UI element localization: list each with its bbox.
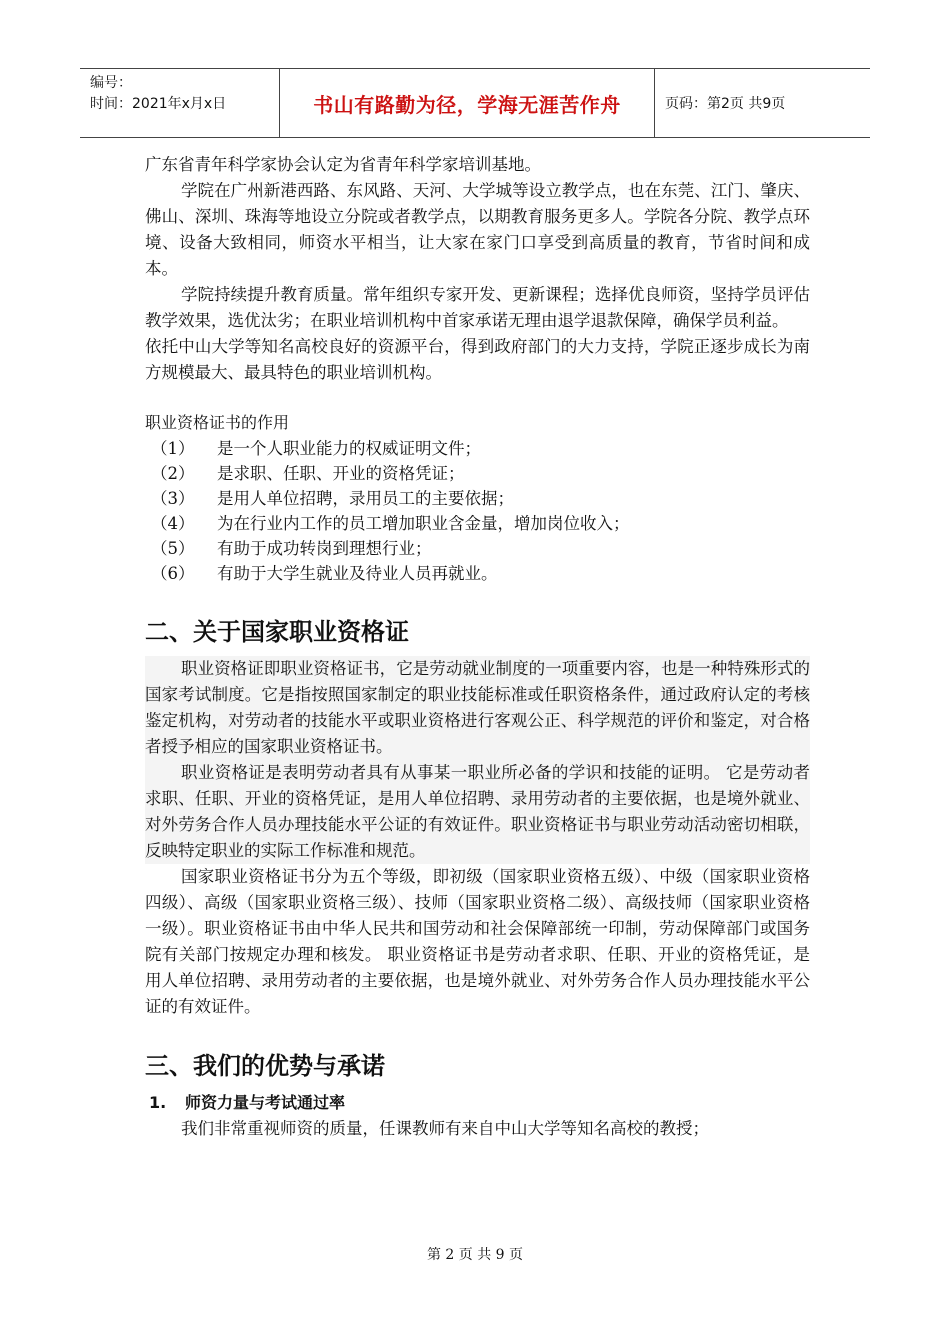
document-body <box>145 152 810 1142</box>
list-text: 是用人单位招聘，录用员工的主要依据； <box>217 489 514 508</box>
subsection-number: 1. <box>149 1093 167 1112</box>
list-item <box>145 486 810 511</box>
section-heading: 三、我们的优势与承诺 <box>145 1052 385 1080</box>
paragraph: 依托中山大学等知名高校良好的资源平台，得到政府部门的大力支持，学院正逐步成长为南方规模最大、最具特色的职业培训机构。 <box>145 337 810 382</box>
list-number: （4） <box>151 514 195 533</box>
subsection-title: 师资力量与考试通过率 <box>185 1093 346 1112</box>
paragraph: 广东省青年科学家协会认定为省青年科学家培训基地。 <box>145 155 541 174</box>
role-list <box>145 436 810 586</box>
header-meta <box>80 69 280 137</box>
paragraph: 学院持续提升教育质量。常年组织专家开发、更新课程；选择优良师资，坚持学员评估教学效果，选优汰劣；在职业培训机构中首家承诺无理由退学退款保障，确保学员利益。 <box>145 285 810 330</box>
list-number: （2） <box>151 464 195 483</box>
page-footer: 第 2 页 共 9 页 <box>426 1247 524 1263</box>
list-item <box>145 536 810 561</box>
role-heading: 职业资格证书的作用 <box>145 413 290 432</box>
list-item <box>145 461 810 486</box>
list-item <box>145 561 810 586</box>
header-number: 编号： <box>90 75 132 91</box>
shaded-block <box>145 656 810 864</box>
subsection-heading <box>145 1090 810 1116</box>
list-text: 有助于成功转岗到理想行业； <box>217 539 432 558</box>
list-number: （6） <box>151 564 195 583</box>
list-text: 是求职、任职、开业的资格凭证； <box>217 464 465 483</box>
paragraph: 职业资格证即职业资格证书，它是劳动就业制度的一项重要内容，也是一种特殊形式的国家考试制度。它是指按照国家制定的职业技能标准或任职资格条件，通过政府认定的考核鉴定机构，对劳动者的技能水平或职业资格进行客观公正、科学规范的评价和鉴定，对合格者授予相应的国家职业资格证书。 <box>145 659 810 756</box>
paragraph: 国家职业资格证书分为五个等级，即初级（国家职业资格五级）、中级（国家职业资格四级）、高级（国家职业资格三级）、技师（国家职业资格二级）、高级技师（国家职业资格一级）。职业资格证书由中华人民共和国劳动和社会保障部统一印制，劳动保障部门或国务院有关部门按规定办理和核发。 职业资格证书是劳动者求职、任职、开业的资格凭证，是用人单位招聘、录用劳动者的主要依据，也是境外就业、对外劳务合作人员办理技能水平公证的有效证件。 <box>145 867 810 1016</box>
list-number: （1） <box>151 439 195 458</box>
header-motto: 书山有路勤为径，学海无涯苦作舟 <box>280 69 655 137</box>
list-number: （5） <box>151 539 195 558</box>
header-page-number: 页码：第2页 共9页 <box>665 96 786 112</box>
paragraph: 学院在广州新港西路、东风路、天河、大学城等设立教学点，也在东莞、江门、肇庆、佛山、深圳、珠海等地设立分院或者教学点，以期教育服务更多人。学院各分院、教学点环境、设备大致相同，师资水平相当，让大家在家门口享受到高质量的教育，节省时间和成本。 <box>145 181 810 278</box>
list-text: 是一个人职业能力的权威证明文件； <box>217 439 481 458</box>
header-time: 时间：2021年x月x日 <box>90 96 227 112</box>
page-header <box>80 68 870 138</box>
paragraph: 职业资格证是表明劳动者具有从事某一职业所必备的学识和技能的证明。 它是劳动者求职、任职、开业的资格凭证，是用人单位招聘、录用劳动者的主要依据，也是境外就业、对外劳务合作人员办理技能水平公证的有效证件。职业资格证书与职业劳动活动密切相联，反映特定职业的实际工作标准和规范。 <box>145 763 810 860</box>
list-item <box>145 436 810 461</box>
list-text: 有助于大学生就业及待业人员再就业。 <box>217 564 498 583</box>
section-heading: 二、关于国家职业资格证 <box>145 618 409 646</box>
list-item <box>145 511 810 536</box>
list-text: 为在行业内工作的员工增加职业含金量，增加岗位收入； <box>217 514 630 533</box>
list-number: （3） <box>151 489 195 508</box>
paragraph: 我们非常重视师资的质量，任课教师有来自中山大学等知名高校的教授； <box>181 1119 709 1138</box>
